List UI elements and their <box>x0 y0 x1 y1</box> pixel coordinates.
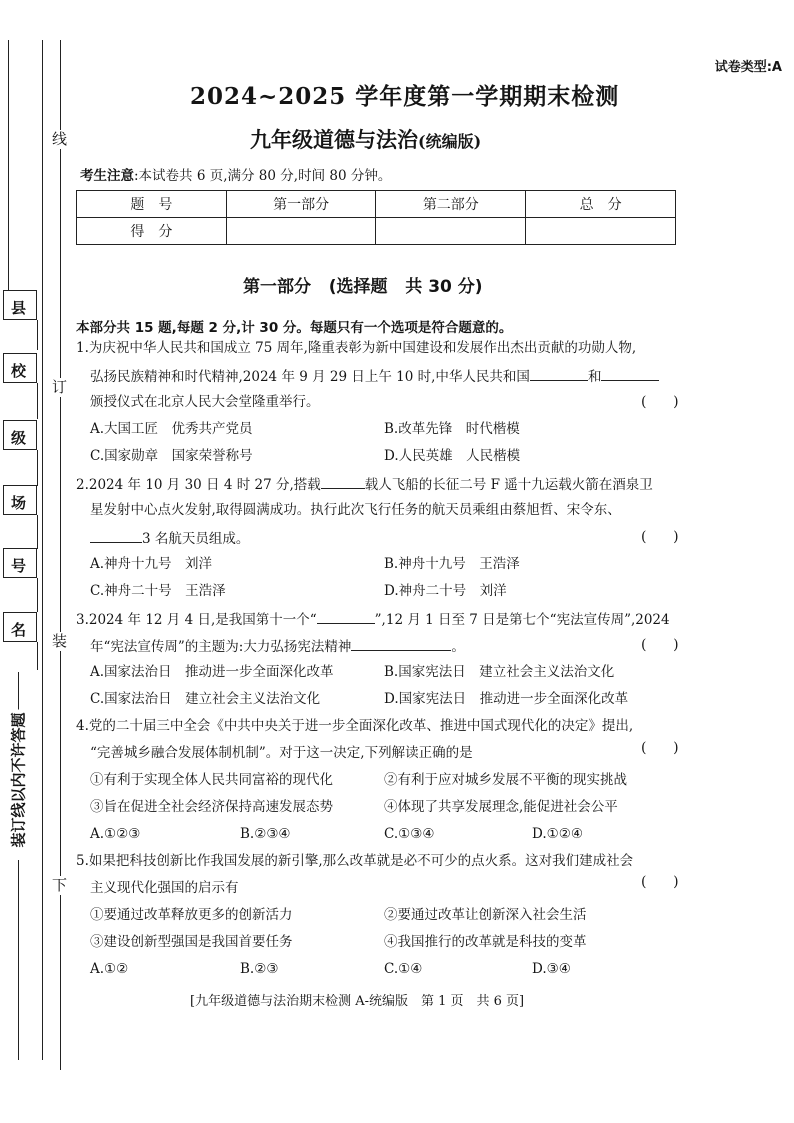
part1-intro: 本部分共 15 题,每题 2 分,计 30 分。每题只有一个选项是符合题意的。 <box>76 320 513 336</box>
field-number: 号 <box>3 548 37 578</box>
q1-option-b: B.改革先锋 时代楷模 <box>384 421 520 437</box>
q5-option-b: B.②③ <box>240 961 279 977</box>
score-cell: 题 号 <box>77 191 227 218</box>
part1-heading: 第一部分 (选择题 共 30 分) <box>243 277 483 297</box>
q4-option-d: D.①②④ <box>532 826 583 842</box>
q5-option-c: C.①④ <box>384 961 423 977</box>
q2-line1: 2.2024 年 10 月 30 日 4 时 27 分,搭载 载人飞船的长征二号 F 遥十九运载火箭在酒泉卫 <box>76 477 653 493</box>
q1-answer-paren[interactable]: ( ) <box>641 394 679 410</box>
field-school: 校 <box>3 353 37 383</box>
q5-option-a: A.①② <box>90 961 129 977</box>
q4-statement-4: ④体现了共享发展理念,能促进社会公平 <box>384 799 618 815</box>
binding-char-xian: 线 <box>52 130 68 148</box>
q3-option-b: B.国家宪法日 建立社会主义法治文化 <box>384 664 615 680</box>
binding-line-dashed <box>42 40 43 1060</box>
q1-option-d: D.人民英雄 人民楷模 <box>384 448 521 464</box>
binding-char-ding: 订 <box>52 378 68 396</box>
binding-line-inner <box>60 40 61 1070</box>
q2-line2: 星发射中心点火发射,取得圆满成功。执行此次飞行任务的航天员乘组由蔡旭哲、宋令东、 <box>90 502 621 518</box>
q5-line2: 主义现代化强国的启示有 <box>90 880 239 896</box>
q3-line1: 3.2024 年 12 月 4 日,是我国第十一个“ ”,12 月 1 日至 7 日是第七个“宪法宣传周”,2024 <box>76 612 670 628</box>
field-county: 县 <box>3 290 37 320</box>
binding-char-zhuang: 装 <box>52 632 68 650</box>
q2-option-a: A.神舟十九号 刘洋 <box>90 556 213 572</box>
candidate-notice <box>80 164 391 184</box>
subject-name: 九年级道德与法治 <box>250 128 418 152</box>
exam-title: 2024~2025 学年度第一学期期末检测 <box>190 83 620 110</box>
q3-option-c: C.国家法治日 建立社会主义法治文化 <box>90 691 321 707</box>
field-name: 名 <box>3 612 37 642</box>
q4-option-c: C.①③④ <box>384 826 435 842</box>
score-input-total[interactable] <box>526 218 676 245</box>
score-table-score-row <box>77 218 676 245</box>
q5-option-d: D.③④ <box>532 961 571 977</box>
q4-answer-paren[interactable]: ( ) <box>641 740 679 756</box>
q1-line3: 颁授仪式在北京人民大会堂隆重举行。 <box>90 394 320 410</box>
q4-statement-1: ①有利于实现全体人民共同富裕的现代化 <box>90 772 333 788</box>
q2-line3: 3 名航天员组成。 <box>90 529 249 548</box>
q4-option-b: B.②③④ <box>240 826 291 842</box>
q2-option-b: B.神舟十九号 王浩泽 <box>384 556 520 572</box>
page-footer: [九年级道德与法治期末检测 A-统编版 第 1 页 共 6 页] <box>190 994 525 1009</box>
answer-blank[interactable] <box>90 529 142 543</box>
q1-option-a: A.大国工匠 优秀共产党员 <box>90 421 253 437</box>
score-table <box>76 190 676 245</box>
notice-text: :本试卷共 6 页,满分 80 分,时间 80 分钟。 <box>134 168 392 184</box>
score-input-part1[interactable] <box>226 218 376 245</box>
binding-line-outer <box>8 40 9 290</box>
q1-option-c: C.国家勋章 国家荣誉称号 <box>90 448 253 464</box>
q5-statement-4: ④我国推行的改革就是科技的变革 <box>384 934 587 950</box>
score-table-header-row <box>77 191 676 218</box>
q4-line1: 4.党的二十届三中全会《中共中央关于进一步全面深化改革、推进中国式现代化的决定》提出, <box>76 718 634 734</box>
q4-statement-2: ②有利于应对城乡发展不平衡的现实挑战 <box>384 772 627 788</box>
answer-blank[interactable] <box>351 637 451 651</box>
exam-subtitle <box>250 124 481 154</box>
q5-statement-2: ②要通过改革让创新深入社会生活 <box>384 907 587 923</box>
q4-line2: “完善城乡融合发展体制机制”。对于这一决定,下列解读正确的是 <box>90 745 473 761</box>
q5-line1: 5.如果把科技创新比作我国发展的新引擎,那么改革就是必不可少的点火系。这对我们建成社会 <box>76 853 634 869</box>
q3-answer-paren[interactable]: ( ) <box>641 637 679 653</box>
q1-line2: 弘扬民族精神和时代精神,2024 年 9 月 29 日上午 10 时,中华人民共和国 和 <box>90 367 659 386</box>
q3-line2: 年“宪法宣传周”的主题为:大力弘扬宪法精神 。 <box>90 639 465 655</box>
score-input-part2[interactable] <box>376 218 526 245</box>
paper-type: 试卷类型:A <box>714 60 782 75</box>
answer-blank[interactable] <box>530 367 588 381</box>
q5-statement-1: ①要通过改革释放更多的创新活力 <box>90 907 293 923</box>
q5-statement-3: ③建设创新型强国是我国首要任务 <box>90 934 293 950</box>
answer-blank[interactable] <box>317 610 375 624</box>
q5-answer-paren[interactable]: ( ) <box>641 874 679 890</box>
q3-option-d: D.国家宪法日 推动进一步全面深化改革 <box>384 691 629 707</box>
notice-label: 考生注意 <box>80 168 134 184</box>
score-cell: 总 分 <box>526 191 676 218</box>
answer-blank[interactable] <box>601 367 659 381</box>
score-cell: 得 分 <box>77 218 227 245</box>
q4-statement-3: ③旨在促进全社会经济保持高速发展态势 <box>90 799 333 815</box>
q4-option-a: A.①②③ <box>90 826 141 842</box>
q2-option-c: C.神舟二十号 王浩泽 <box>90 583 226 599</box>
edition: (统编版) <box>418 132 482 151</box>
field-class: 级 <box>3 420 37 450</box>
q2-answer-paren[interactable]: ( ) <box>641 529 679 545</box>
q2-option-d: D.神舟二十号 刘洋 <box>384 583 507 599</box>
score-cell: 第二部分 <box>376 191 526 218</box>
score-cell: 第一部分 <box>226 191 376 218</box>
binding-note: 装订线以内不许答题 <box>8 709 29 850</box>
q1-line1: 1.为庆祝中华人民共和国成立 75 周年,隆重表彰为新中国建设和发展作出杰出贡献的功勋人物, <box>76 340 637 356</box>
binding-char-xia: 下 <box>52 876 68 894</box>
q3-option-a: A.国家法治日 推动进一步全面深化改革 <box>90 664 334 680</box>
field-exam-room: 场 <box>3 485 37 515</box>
binding-line-bottom <box>18 860 19 1060</box>
answer-blank[interactable] <box>321 475 365 489</box>
